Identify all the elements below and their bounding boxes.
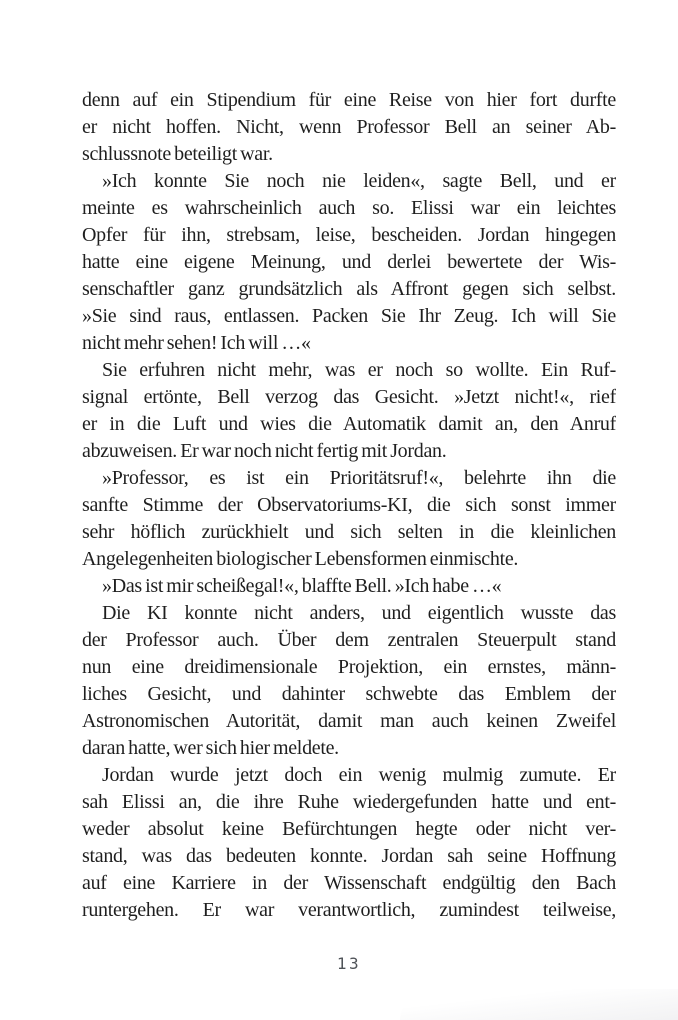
text-line: »Sie sind raus, entlassen. Packen Sie Ihr Zeug. Ich will Sie	[82, 305, 616, 327]
text-line: »Ich konnte Sie noch nie leiden«, sagte Bell, und er	[102, 170, 616, 192]
text-line: liches Gesicht, und dahinter schwebte das Emblem der	[82, 683, 616, 705]
text-line: Sie erfuhren nicht mehr, was er noch so wollte. Ein Ruf-	[102, 359, 616, 381]
text-line: hatte eine eigene Meinung, und derlei bewertete der Wis-	[82, 251, 616, 273]
text-line: Astronomischen Autorität, damit man auch keinen Zweifel	[82, 710, 616, 732]
text-line: schlussnote beteiligt war.	[82, 143, 273, 165]
page-corner-shadow	[400, 989, 678, 1020]
text-line: sah Elissi an, die ihre Ruhe wiedergefunden hatte und ent-	[82, 791, 616, 813]
text-line: Opfer für ihn, strebsam, leise, bescheiden. Jordan hingegen	[82, 224, 616, 246]
text-line: daran hatte, wer sich hier meldete.	[82, 737, 339, 759]
text-line: Die KI konnte nicht anders, und eigentlich wusste das	[102, 602, 616, 624]
text-line: »Professor, es ist ein Prioritätsruf!«, belehrte ihn die	[102, 467, 616, 489]
paragraph	[82, 465, 616, 573]
text-line: sanfte Stimme der Observatoriums-KI, die sich sonst immer	[82, 494, 616, 516]
text-line: abzuweisen. Er war noch nicht fertig mit Jordan.	[82, 440, 447, 462]
text-line: runtergehen. Er war verantwortlich, zumindest teilweise,	[82, 899, 616, 921]
text-line: auf eine Karriere in der Wissenschaft endgültig den Bach	[82, 872, 616, 894]
text-line: denn auf ein Stipendium für eine Reise von hier fort durfte	[82, 89, 616, 111]
paragraph	[82, 87, 616, 168]
text-line: stand, was das bedeuten konnte. Jordan sah seine Hoffnung	[82, 845, 616, 867]
paragraph	[82, 573, 616, 600]
paragraph	[82, 600, 616, 762]
paragraph	[82, 168, 616, 357]
text-line: »Das ist mir scheißegal!«, blaffte Bell. »Ich habe …«	[102, 575, 502, 597]
text-line: meinte es wahrscheinlich auch so. Elissi war ein leichtes	[82, 197, 616, 219]
text-line: weder absolut keine Befürchtungen hegte oder nicht ver-	[82, 818, 616, 840]
text-line: nun eine dreidimensionale Projektion, ein ernstes, männ-	[82, 656, 616, 678]
text-line: nicht mehr sehen! Ich will …«	[82, 332, 311, 354]
page-number: 13	[336, 954, 362, 973]
text-line: signal ertönte, Bell verzog das Gesicht. »Jetzt nicht!«, rief	[82, 386, 616, 408]
text-line: Jordan wurde jetzt doch ein wenig mulmig zumute. Er	[102, 764, 616, 786]
paragraph	[82, 357, 616, 465]
text-line: sehr höflich zurückhielt und sich selten in die kleinlichen	[82, 521, 616, 543]
text-line: Angelegenheiten biologischer Lebensformen einmischte.	[82, 548, 519, 570]
paragraph	[82, 762, 616, 924]
page-text-block	[82, 87, 616, 924]
text-line: senschaftler ganz grundsätzlich als Affront gegen sich selbst.	[82, 278, 616, 300]
text-line: er nicht hoffen. Nicht, wenn Professor Bell an seiner Ab-	[82, 116, 616, 138]
text-line: er in die Luft und wies die Automatik damit an, den Anruf	[82, 413, 616, 435]
text-line: der Professor auch. Über dem zentralen Steuerpult stand	[82, 629, 616, 651]
